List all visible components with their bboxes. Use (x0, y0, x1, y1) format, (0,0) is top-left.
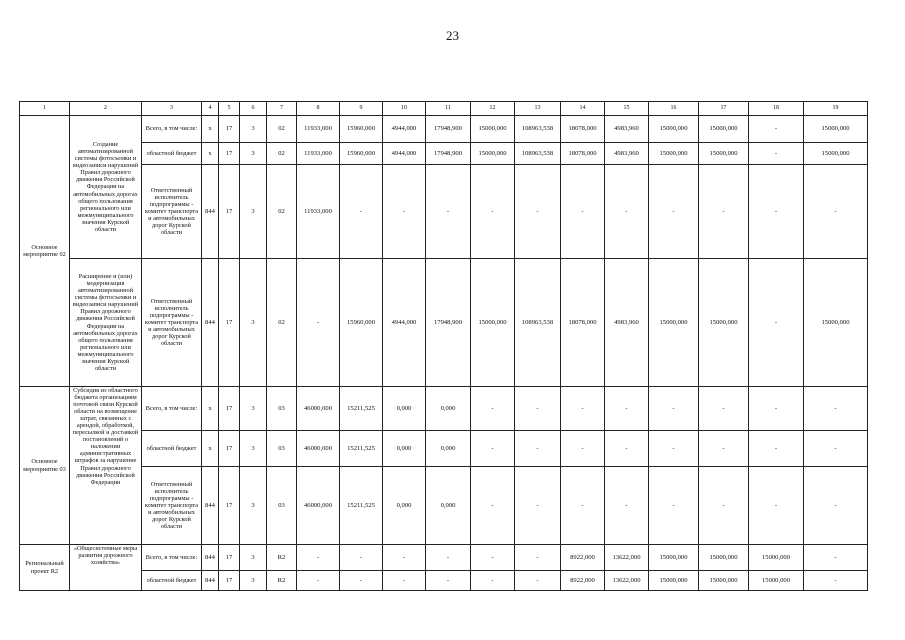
data-cell: 15000,000 (804, 259, 868, 387)
data-cell: 0,000 (383, 431, 426, 467)
data-cell: 3 (240, 467, 267, 545)
data-cell: 844 (202, 571, 219, 591)
data-cell: - (515, 165, 561, 259)
data-cell: - (515, 387, 561, 431)
data-cell: 4944,000 (383, 143, 426, 165)
data-cell: - (804, 571, 868, 591)
data-cell: - (340, 545, 383, 571)
data-cell: - (804, 165, 868, 259)
header-cell: 18 (749, 102, 804, 116)
data-cell: 13622,000 (605, 571, 649, 591)
data-cell: - (749, 116, 804, 143)
source-cell: Всего, в том числе: (142, 116, 202, 143)
data-cell: - (699, 165, 749, 259)
description-cell: «Общесистемные меры развития дорожного хозяйства» (70, 545, 142, 591)
data-cell: 0,000 (426, 431, 471, 467)
data-cell: 108963,538 (515, 116, 561, 143)
data-cell: - (804, 545, 868, 571)
data-cell: - (297, 259, 340, 387)
data-cell: - (471, 467, 515, 545)
source-cell: Всего, в том числе: (142, 387, 202, 431)
data-cell: 02 (267, 259, 297, 387)
data-cell: 13622,000 (605, 545, 649, 571)
data-cell: 108963,538 (515, 259, 561, 387)
data-cell: 4983,960 (605, 143, 649, 165)
data-cell: 03 (267, 467, 297, 545)
data-cell: - (383, 571, 426, 591)
data-cell: 17 (219, 259, 240, 387)
data-cell: 15000,000 (749, 571, 804, 591)
data-cell: 15211,525 (340, 387, 383, 431)
data-cell: R2 (267, 571, 297, 591)
data-cell: 46000,000 (297, 431, 340, 467)
data-cell: - (426, 545, 471, 571)
data-cell: - (649, 165, 699, 259)
table-row (20, 545, 868, 571)
data-cell: 15211,525 (340, 431, 383, 467)
header-cell: 3 (142, 102, 202, 116)
header-cell: 14 (561, 102, 605, 116)
data-cell: 844 (202, 259, 219, 387)
data-cell: 3 (240, 431, 267, 467)
table-row (20, 165, 868, 259)
data-cell: - (605, 387, 649, 431)
data-cell: 11933,000 (297, 143, 340, 165)
data-cell: 02 (267, 165, 297, 259)
data-cell: 18078,000 (561, 116, 605, 143)
table-row (20, 259, 868, 387)
data-cell: 3 (240, 387, 267, 431)
source-cell: Всего, в том числе: (142, 545, 202, 571)
data-cell: - (561, 387, 605, 431)
data-cell: - (561, 165, 605, 259)
data-cell: 0,000 (383, 467, 426, 545)
data-cell: - (649, 387, 699, 431)
data-cell: 15960,000 (340, 143, 383, 165)
header-cell: 11 (426, 102, 471, 116)
data-cell: - (605, 467, 649, 545)
data-cell: - (749, 387, 804, 431)
header-cell: 5 (219, 102, 240, 116)
table-row (20, 571, 868, 591)
data-cell: 8922,000 (561, 571, 605, 591)
header-cell: 1 (20, 102, 70, 116)
data-cell: 15000,000 (804, 143, 868, 165)
data-cell: 0,000 (383, 387, 426, 431)
data-cell: х (202, 143, 219, 165)
data-cell: - (515, 467, 561, 545)
data-cell: - (297, 571, 340, 591)
data-cell: 03 (267, 431, 297, 467)
data-cell: - (605, 165, 649, 259)
header-cell: 6 (240, 102, 267, 116)
data-cell: 02 (267, 116, 297, 143)
description-cell: Создание автоматизированной системы фотосъемки и видеозаписи нарушений Правил дорожного движения Российской Федерации на автомобильных дорогах общего пользования регионального или межмуниципального значения Курской области (70, 116, 142, 259)
data-cell: - (749, 467, 804, 545)
data-cell: 8922,000 (561, 545, 605, 571)
data-cell: - (699, 431, 749, 467)
data-cell: - (297, 545, 340, 571)
data-cell: 15000,000 (699, 259, 749, 387)
data-cell: - (340, 571, 383, 591)
data-cell: - (515, 431, 561, 467)
header-cell: 17 (699, 102, 749, 116)
data-cell: - (340, 165, 383, 259)
data-cell: 15000,000 (649, 116, 699, 143)
data-cell: 15000,000 (649, 143, 699, 165)
header-row (20, 102, 868, 116)
header-cell: 16 (649, 102, 699, 116)
data-cell: 03 (267, 387, 297, 431)
data-cell: 17 (219, 116, 240, 143)
data-cell: - (383, 545, 426, 571)
data-cell: х (202, 387, 219, 431)
description-cell: Расширение и (или) модернизация автоматизированной системы фотосъемки и видеозаписи нарушений Правил дорожного движения Российской Федерации на автомобильных дорогах общего пользования регионального или межмуниципального значения Курской области (70, 259, 142, 387)
data-cell: 18078,000 (561, 259, 605, 387)
header-cell: 12 (471, 102, 515, 116)
data-cell: 17 (219, 467, 240, 545)
data-cell: - (749, 143, 804, 165)
data-cell: 15000,000 (649, 571, 699, 591)
data-cell: - (471, 387, 515, 431)
data-cell: 0,000 (426, 387, 471, 431)
data-cell: 46000,000 (297, 387, 340, 431)
data-cell: 02 (267, 143, 297, 165)
data-cell: 17 (219, 571, 240, 591)
header-cell: 8 (297, 102, 340, 116)
data-cell: - (515, 545, 561, 571)
data-cell: R2 (267, 545, 297, 571)
table-row (20, 431, 868, 467)
source-cell: Ответственный исполнитель подпрограммы - комитет транспорта и автомобильных дорог Курской области (142, 165, 202, 259)
table-row (20, 387, 868, 431)
header-cell: 13 (515, 102, 561, 116)
data-cell: х (202, 431, 219, 467)
data-cell: 3 (240, 116, 267, 143)
data-cell: - (426, 571, 471, 591)
data-cell: 15000,000 (649, 259, 699, 387)
header-cell: 9 (340, 102, 383, 116)
data-cell: - (804, 387, 868, 431)
data-cell: 4983,960 (605, 259, 649, 387)
data-cell: 15000,000 (699, 143, 749, 165)
data-cell: 3 (240, 259, 267, 387)
data-cell: 17 (219, 143, 240, 165)
measure-cell: Основное мероприятие 02 (20, 116, 70, 387)
data-cell: 18078,000 (561, 143, 605, 165)
data-cell: 11933,000 (297, 116, 340, 143)
data-cell: 4944,000 (383, 259, 426, 387)
data-cell: - (749, 165, 804, 259)
data-cell: - (426, 165, 471, 259)
data-cell: - (471, 545, 515, 571)
data-cell: 844 (202, 165, 219, 259)
data-cell: 844 (202, 467, 219, 545)
data-cell: 15000,000 (804, 116, 868, 143)
data-cell: х (202, 116, 219, 143)
header-cell: 15 (605, 102, 649, 116)
data-cell: 3 (240, 571, 267, 591)
data-cell: 17948,900 (426, 116, 471, 143)
data-cell: 3 (240, 165, 267, 259)
measure-cell: Основное мероприятие 03 (20, 387, 70, 545)
data-cell: 844 (202, 545, 219, 571)
budget-table (19, 101, 868, 591)
source-cell: областной бюджет (142, 431, 202, 467)
data-cell: 15000,000 (699, 545, 749, 571)
header-cell: 7 (267, 102, 297, 116)
data-cell: 0,000 (426, 467, 471, 545)
source-cell: Ответственный исполнитель подпрограммы - комитет транспорта и автомобильных дорог Курской области (142, 467, 202, 545)
data-cell: - (471, 571, 515, 591)
table-row (20, 467, 868, 545)
data-cell: 15000,000 (699, 116, 749, 143)
data-cell: 15960,000 (340, 116, 383, 143)
data-cell: 11933,000 (297, 165, 340, 259)
data-cell: - (699, 387, 749, 431)
data-cell: 3 (240, 143, 267, 165)
table-row (20, 116, 868, 143)
data-cell: 15000,000 (471, 143, 515, 165)
measure-cell: Региональный проект R2 (20, 545, 70, 591)
data-cell: - (605, 431, 649, 467)
data-cell: - (515, 571, 561, 591)
page-number: 23 (446, 28, 459, 43)
header-cell: 4 (202, 102, 219, 116)
source-cell: областной бюджет (142, 143, 202, 165)
data-cell: - (649, 431, 699, 467)
data-cell: 15000,000 (471, 116, 515, 143)
header-cell: 2 (70, 102, 142, 116)
header-cell: 19 (804, 102, 868, 116)
data-cell: 17 (219, 545, 240, 571)
data-cell: 15000,000 (749, 545, 804, 571)
data-cell: 17948,900 (426, 259, 471, 387)
data-cell: 17 (219, 431, 240, 467)
data-cell: - (649, 467, 699, 545)
data-cell: 17 (219, 165, 240, 259)
data-cell: - (804, 467, 868, 545)
data-cell: 4944,000 (383, 116, 426, 143)
data-cell: - (699, 467, 749, 545)
data-cell: - (749, 431, 804, 467)
data-cell: - (471, 431, 515, 467)
data-cell: - (471, 165, 515, 259)
data-cell: 17948,900 (426, 143, 471, 165)
data-cell: 3 (240, 545, 267, 571)
data-cell: - (561, 431, 605, 467)
data-cell: - (383, 165, 426, 259)
table-row (20, 143, 868, 165)
source-cell: областной бюджет (142, 571, 202, 591)
data-cell: - (804, 431, 868, 467)
data-cell: 108963,538 (515, 143, 561, 165)
data-cell: 15211,525 (340, 467, 383, 545)
data-cell: - (749, 259, 804, 387)
data-cell: 4983,960 (605, 116, 649, 143)
data-cell: 46000,000 (297, 467, 340, 545)
data-cell: 17 (219, 387, 240, 431)
data-cell: 15960,000 (340, 259, 383, 387)
data-cell: 15000,000 (649, 545, 699, 571)
source-cell: Ответственный исполнитель подпрограммы - комитет транспорта и автомобильных дорог Курской области (142, 259, 202, 387)
data-cell: 15000,000 (699, 571, 749, 591)
data-cell: - (561, 467, 605, 545)
header-cell: 10 (383, 102, 426, 116)
description-cell: Субсидия из областного бюджета организациям почтовой связи Курской области на возмещение затрат, связанных с арендой, обработкой, пересылкой и доставкой постановлений о наложении административных штрафов за нарушение Правил дорожного движения Российской Федерации (70, 387, 142, 545)
data-cell: 15000,000 (471, 259, 515, 387)
